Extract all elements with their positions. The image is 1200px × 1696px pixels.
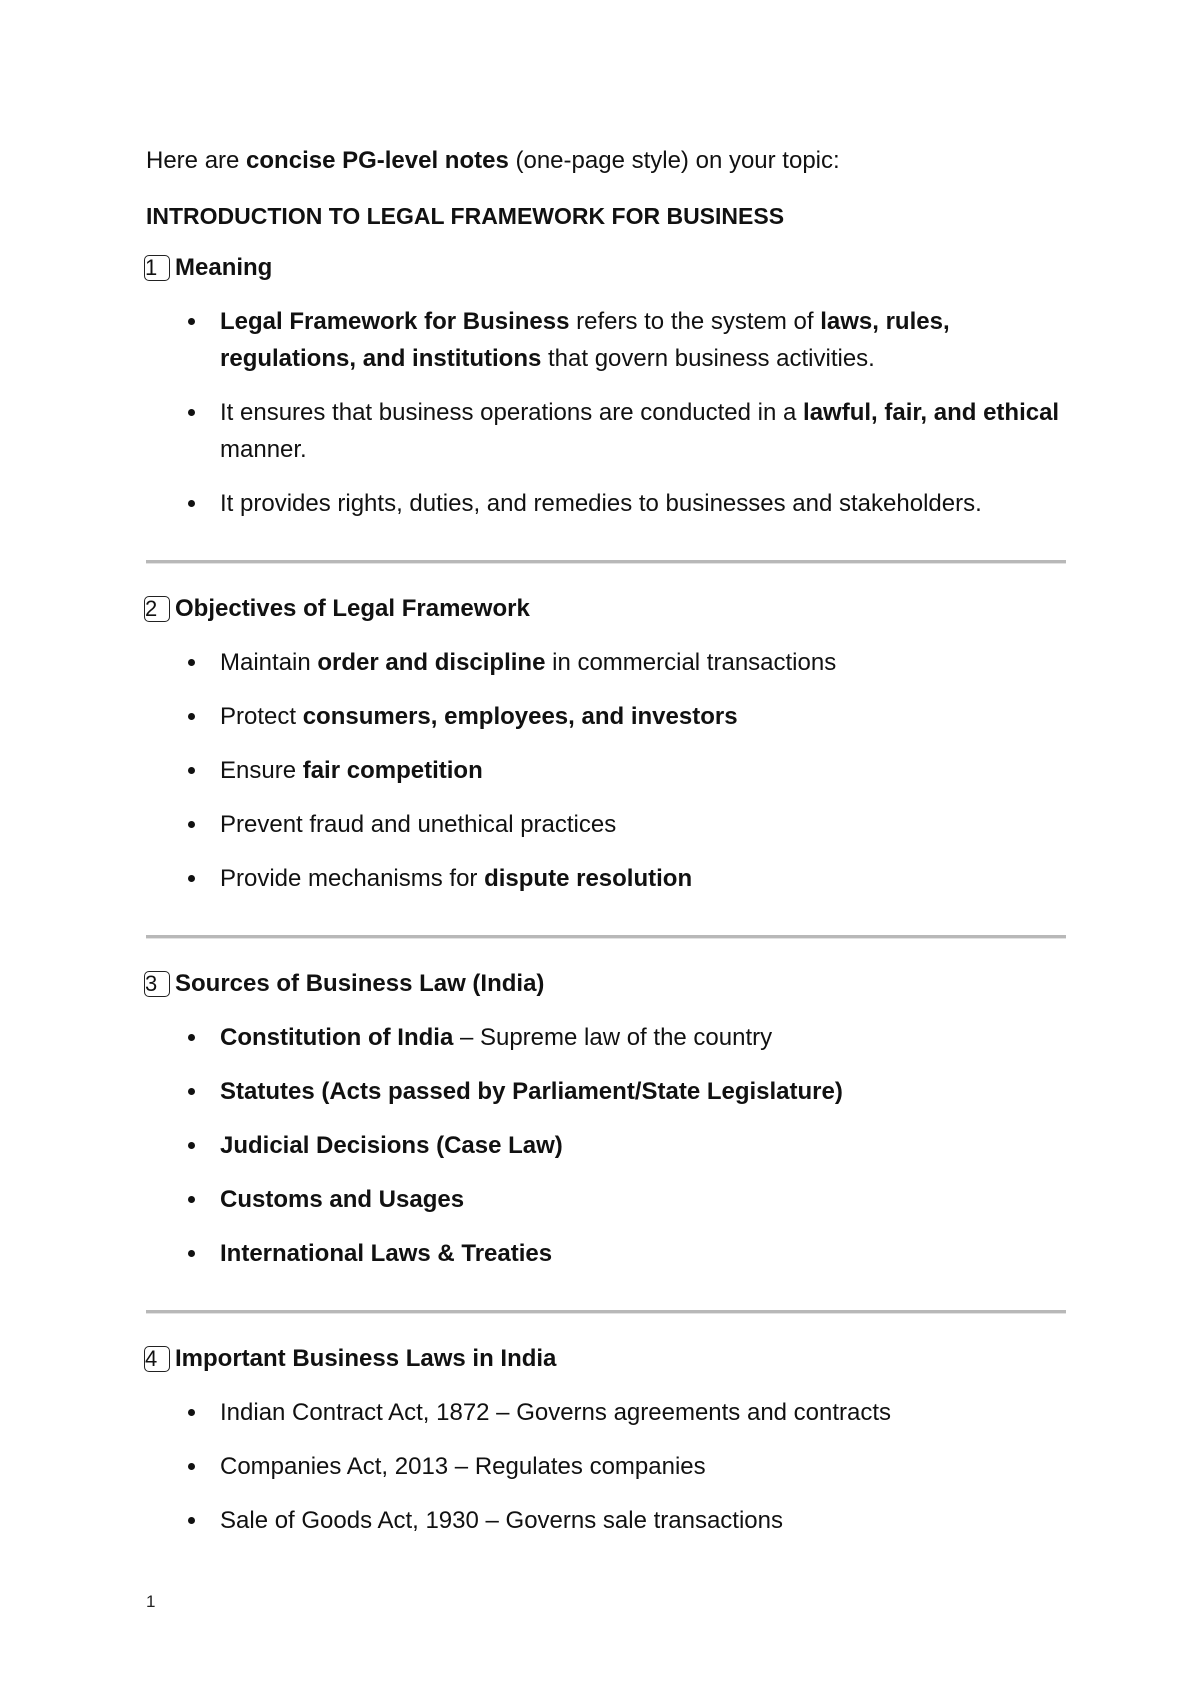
bullet-item [146, 1019, 1066, 1056]
bullet-item [146, 752, 1066, 789]
text-run: manner. [220, 436, 307, 463]
bullet-dot-icon [188, 1409, 195, 1416]
bullet-dot-icon [188, 1250, 195, 1257]
text-run: Indian Contract Act, 1872 – Governs agreements and contracts [220, 1399, 892, 1426]
bold-text-run: Customs and Usages [220, 1186, 465, 1213]
text-run: Maintain [220, 649, 318, 676]
text-run: It ensures that business operations are conducted in a [220, 399, 804, 426]
bullet-item [146, 698, 1066, 735]
text-run: Ensure [220, 757, 303, 784]
section-heading-text: Sources of Business Law (India) [175, 970, 545, 997]
text-run: Sale of Goods Act, 1930 – Governs sale transactions [220, 1507, 783, 1534]
section-heading-text: Objectives of Legal Framework [175, 595, 530, 622]
document-title: INTRODUCTION TO LEGAL FRAMEWORK FOR BUSINESS [146, 203, 785, 229]
intro-paragraph [146, 146, 1066, 176]
bold-text-run: Legal Framework for Business [220, 308, 570, 335]
bold-text-run: laws, rules, regulations, and institutions [220, 308, 950, 372]
bullet-dot-icon [188, 821, 195, 828]
bullet-dot-icon [188, 409, 195, 416]
section-number-box: 3 [144, 971, 170, 997]
horizontal-rule [146, 935, 1066, 939]
section-number-box: 1 [144, 255, 170, 281]
text-run: Protect [220, 703, 303, 730]
text-run: Prevent fraud and unethical practices [220, 811, 617, 838]
bullet-list [146, 644, 1066, 897]
bold-text-run: dispute resolution [484, 865, 693, 892]
section-number-box: 2 [144, 596, 170, 622]
text-run: (one-page style) on your topic: [508, 147, 840, 174]
bullet-item [146, 394, 1066, 468]
section-heading [146, 969, 1066, 999]
bullet-dot-icon [188, 767, 195, 774]
text-run: It provides rights, duties, and remedies to businesses and stakeholders. [220, 490, 982, 517]
text-run: in commercial transactions [545, 649, 837, 676]
section-heading [146, 253, 1066, 283]
text-run: Here are [146, 147, 247, 174]
bold-text-run: Judicial Decisions (Case Law) [220, 1132, 563, 1159]
horizontal-rule [146, 560, 1066, 564]
bullet-item [146, 1502, 1066, 1539]
bold-text-run: consumers, employees, and investors [302, 703, 738, 730]
text-run: – Supreme law of the country [453, 1024, 773, 1051]
text-run: Provide mechanisms for [220, 865, 485, 892]
section-2 [146, 594, 1066, 897]
bullet-dot-icon [188, 875, 195, 882]
bullet-dot-icon [188, 318, 195, 325]
bold-text-run: International Laws & Treaties [220, 1240, 553, 1267]
bullet-item [146, 860, 1066, 897]
bold-text-run: lawful, fair, and ethical [803, 399, 1060, 426]
section-number-box: 4 [144, 1346, 170, 1372]
bullet-item [146, 806, 1066, 843]
bullet-item [146, 1181, 1066, 1218]
bold-text-run: order and discipline [317, 649, 546, 676]
text-run: that govern business activities. [541, 345, 875, 372]
bullet-item [146, 1073, 1066, 1110]
bullet-dot-icon [188, 1034, 195, 1041]
bold-text-run: concise PG-level notes [246, 147, 509, 174]
bullet-list [146, 303, 1066, 522]
section-4 [146, 1344, 1066, 1539]
bullet-list [146, 1019, 1066, 1272]
bullet-item [146, 1235, 1066, 1272]
bullet-dot-icon [188, 500, 195, 507]
bullet-dot-icon [188, 1196, 195, 1203]
bullet-dot-icon [188, 1088, 195, 1095]
bullet-dot-icon [188, 713, 195, 720]
page-number: 1 [146, 1592, 156, 1611]
bullet-dot-icon [188, 1517, 195, 1524]
bullet-dot-icon [188, 659, 195, 666]
section-3 [146, 969, 1066, 1272]
text-run: refers to the system of [569, 308, 821, 335]
bold-text-run: Statutes (Acts passed by Parliament/State Legislature) [220, 1078, 843, 1105]
section-heading-text: Meaning [175, 254, 273, 281]
sections-container [146, 253, 1066, 1539]
section-heading-text: Important Business Laws in India [175, 1345, 557, 1372]
horizontal-rule [146, 1310, 1066, 1314]
document-body [146, 146, 1066, 1556]
bullet-item [146, 1127, 1066, 1164]
bullet-list [146, 1394, 1066, 1539]
bullet-item [146, 485, 1066, 522]
section-heading [146, 1344, 1066, 1374]
section-heading [146, 594, 1066, 624]
bullet-item [146, 1394, 1066, 1431]
bullet-item [146, 1448, 1066, 1485]
text-run: Companies Act, 2013 – Regulates companies [220, 1453, 706, 1480]
bullet-dot-icon [188, 1142, 195, 1149]
bullet-dot-icon [188, 1463, 195, 1470]
section-1 [146, 253, 1066, 522]
bullet-item [146, 644, 1066, 681]
bold-text-run: Constitution of India [220, 1024, 454, 1051]
bold-text-run: fair competition [302, 757, 483, 784]
bullet-item [146, 303, 1066, 377]
